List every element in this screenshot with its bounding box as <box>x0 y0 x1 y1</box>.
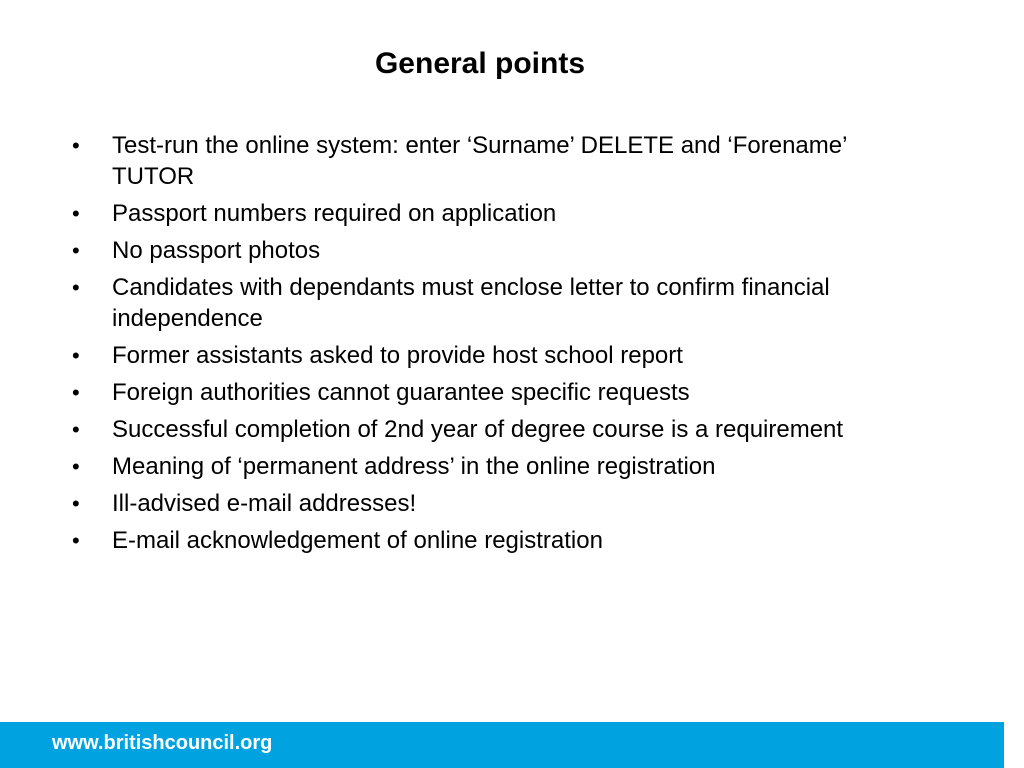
bullet-text: Meaning of ‘permanent address’ in the online registration <box>112 453 716 480</box>
bullet-text: Successful completion of 2nd year of degree course is a requirement <box>112 416 844 443</box>
bullet-text: Passport numbers required on application <box>112 200 557 227</box>
bullet-text: Former assistants asked to provide host school report <box>112 342 683 369</box>
bullet-icon: • <box>72 454 80 479</box>
bullet-item-5 <box>70 340 870 371</box>
bullet-item-2 <box>70 198 870 229</box>
bullet-text: Foreign authorities cannot guarantee specific requests <box>112 379 690 406</box>
bullet-icon: • <box>72 238 80 263</box>
bullet-item-6 <box>70 377 870 408</box>
slide-title: General points <box>374 47 586 80</box>
bullet-icon: • <box>72 275 80 300</box>
bullet-text: E-mail acknowledgement of online registration <box>112 527 603 554</box>
bullet-icon: • <box>72 343 80 368</box>
bullet-text: No passport photos <box>112 237 321 264</box>
bullet-item-10 <box>70 525 870 556</box>
bullet-icon: • <box>72 528 80 553</box>
footer-bar <box>0 722 1004 768</box>
bullet-item-3 <box>70 235 870 266</box>
bullet-item-4 <box>70 272 870 334</box>
bullet-item-1 <box>70 130 870 192</box>
bullet-text: Ill-advised e-mail addresses! <box>112 490 417 517</box>
bullet-text: Candidates with dependants must enclose letter to confirm financial independence <box>112 274 830 332</box>
bullet-list <box>70 130 870 562</box>
footer-url: www.britishcouncil.org <box>52 732 273 754</box>
bullet-icon: • <box>72 491 80 516</box>
bullet-icon: • <box>72 133 80 158</box>
bullet-icon: • <box>72 417 80 442</box>
bullet-icon: • <box>72 380 80 405</box>
bullet-item-9 <box>70 488 870 519</box>
bullet-text: Test-run the online system: enter ‘Surname’ DELETE and ‘Forename’ TUTOR <box>112 132 847 190</box>
bullet-icon: • <box>72 201 80 226</box>
bullet-item-8 <box>70 451 870 482</box>
bullet-item-7 <box>70 414 870 445</box>
